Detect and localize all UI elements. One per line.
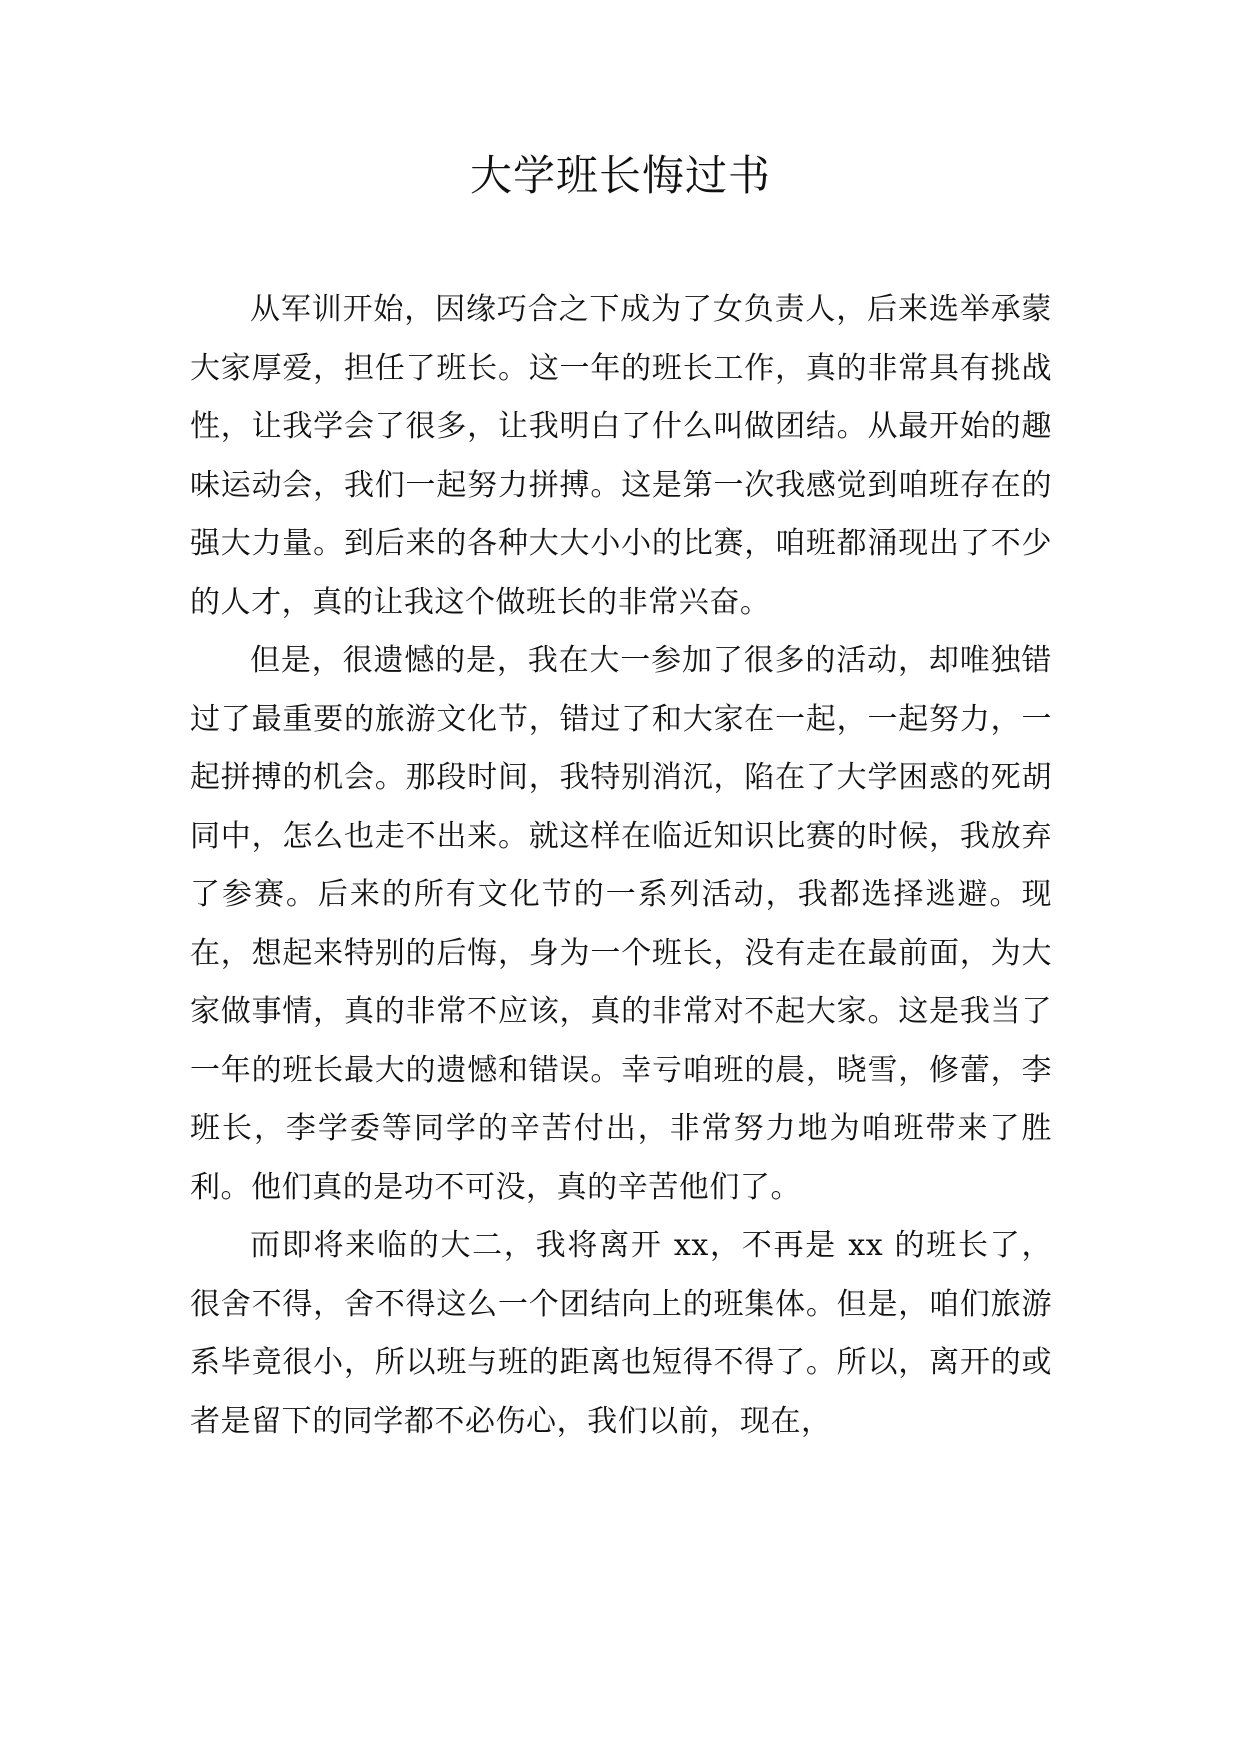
paragraph-1: 从军训开始，因缘巧合之下成为了女负责人，后来选举承蒙大家厚爱，担任了班长。这一年的班长工作，真的非常具有挑战性，让我学会了很多，让我明白了什么叫做团结。从最开始的趣味运动会，我们一起努力拼搏。这是第一次我感觉到咱班存在的强大力量。到后来的各种大大小小的比赛，咱班都涌现出了不少的人才，真的让我这个做班长的非常兴奋。 (190, 292, 1052, 620)
document-title: 大学班长悔过书 (469, 151, 771, 200)
document-body (190, 281, 1052, 1451)
paragraph-3: 而即将来临的大二，我将离开 xx，不再是 xx 的班长了，很舍不得，舍不得这么一个团结向上的班集体。但是，咱们旅游系毕竟很小，所以班与班的距离也短得不得了。所以，离开的或者是留下的同学都不必伤心，我们以前，现在， (190, 1228, 1052, 1439)
paragraph-2: 但是，很遗憾的是，我在大一参加了很多的活动，却唯独错过了最重要的旅游文化节，错过了和大家在一起，一起努力，一起拼搏的机会。那段时间，我特别消沉，陷在了大学困惑的死胡同中，怎么也走不出来。就这样在临近知识比赛的时候，我放弃了参赛。后来的所有文化节的一系列活动，我都选择逃避。现在，想起来特别的后悔，身为一个班长，没有走在最前面，为大家做事情，真的非常不应该，真的非常对不起大家。这是我当了一年的班长最大的遗憾和错误。幸亏咱班的晨，晓雪，修蕾，李班长，李学委等同学的辛苦付出，非常努力地为咱班带来了胜利。他们真的是功不可没，真的辛苦他们了。 (190, 643, 1052, 1205)
